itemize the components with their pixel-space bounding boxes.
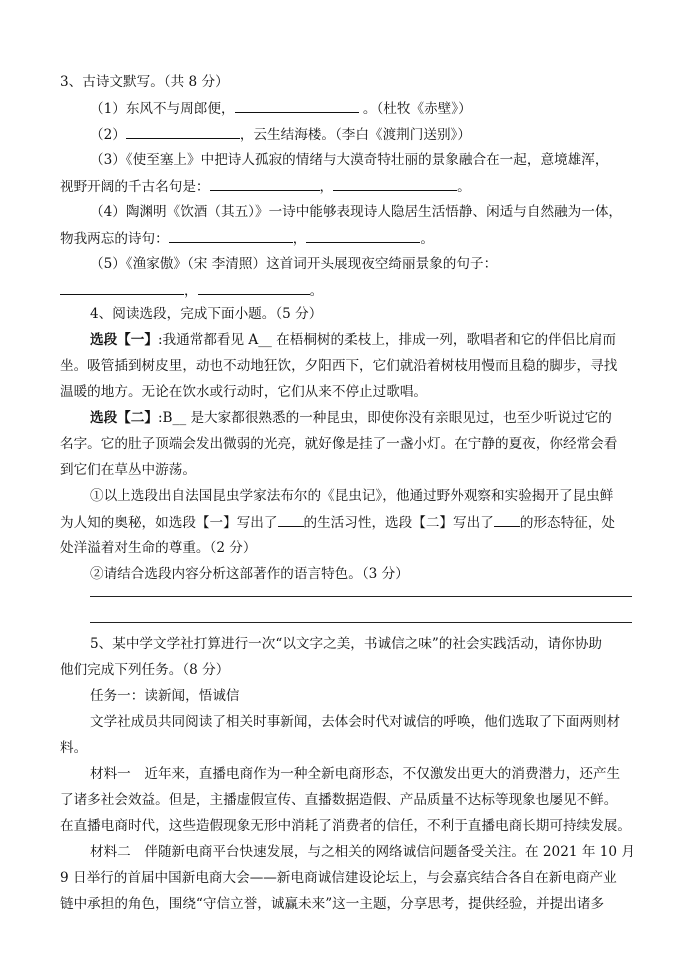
q4-passage-2-line-2: 名字。它的肚子顶端会发出微弱的光亮，就好像是挂了一盏小灯。在宁静的夏夜，你经常会看 xyxy=(60,436,618,452)
q4-blank-1[interactable] xyxy=(278,512,304,527)
q4-sub-1-part-b: 的生活习性，选段【二】写出了 xyxy=(303,515,494,531)
q4-passage-1-line-2: 坐。吸管插到树皮里，动也不动地狂饮，夕阳西下，它们就沿着树枝用慢而且稳的脚步，寻找 xyxy=(60,358,618,374)
q4-sub-1-line-2 xyxy=(60,512,615,533)
q4-passage-2-label: 选段【二】 xyxy=(90,410,158,426)
q3-blank-4a[interactable] xyxy=(169,228,293,243)
q5-material-1-line-3: 在直播电商时代，这些造假现象无形中消耗了消费者的信任，不利于直播电商长期可持续发展。 xyxy=(60,818,631,834)
answer-line-2[interactable] xyxy=(90,622,632,623)
q3-item-3-comma: ， xyxy=(319,179,334,195)
q3-item-4-line-2 xyxy=(60,228,434,249)
q3-blank-4b[interactable] xyxy=(306,228,420,243)
q4-passage-1-line-3: 温暖的地方。无论在饮水或行动时，它们从来不停止过歌唱。 xyxy=(60,384,428,400)
q5-material-1-line-1: 材料一 近年来，直播电商作为一种全新电商形态，不仅激发出更大的消费潜力，还产生 xyxy=(90,766,621,782)
q3-heading: 3、古诗文默写。（共 8 分） xyxy=(60,74,229,90)
q4-sub-1-line-1: ①以上选段出自法国昆虫学家法布尔的《昆虫记》，他通过野外观察和实验揭开了昆虫鲜 xyxy=(90,488,614,504)
q3-item-2 xyxy=(90,124,471,145)
answer-line-1[interactable] xyxy=(90,596,632,597)
q3-item-4-period: 。 xyxy=(420,231,434,247)
q4-sub-1-part-a: 为人知的奥秘，如选段【一】写出了 xyxy=(60,515,278,531)
q3-item-3-line-2 xyxy=(60,176,471,197)
q5-material-2-line-3: 链中承担的角色，围绕“守信立誉，诚赢未来”这一主题，分享思考，提供经验，并提出诸多 xyxy=(60,896,605,912)
q3-blank-1[interactable] xyxy=(235,98,359,113)
q5-intro-line-2: 料。 xyxy=(60,740,88,756)
q3-blank-3a[interactable] xyxy=(210,176,320,191)
q5-heading-line-1: 5、某中学文学社打算进行一次“以文字之美，书诚信之味”的社会实践活动，请你协助 xyxy=(90,636,602,652)
q4-heading: 4、阅读选段，完成下面小题。（5 分） xyxy=(90,306,323,322)
q3-blank-5a[interactable] xyxy=(60,280,184,295)
q3-blank-5b[interactable] xyxy=(198,280,310,295)
q4-sub-2: ②请结合选段内容分析这部著作的语言特色。（3 分） xyxy=(90,566,409,582)
q4-passage-1-text: :我通常都看见 A__ 在梧桐树的柔枝上，排成一列，歌唱者和它的伴侣比肩而 xyxy=(157,332,617,348)
q3-item-4-line-1: （4）陶渊明《饮酒（其五）》一诗中能够表现诗人隐居生活悟静、闲适与自然融为一体， xyxy=(90,204,623,220)
q3-item-3-line-1: （3）《使至塞上》中把诗人孤寂的情绪与大漠奇特壮丽的景象融合在一起，意境雄浑， xyxy=(90,152,609,168)
q3-blank-2[interactable] xyxy=(126,124,240,139)
q4-sub-1-line-3: 处洋溢着对生命的尊重。（2 分） xyxy=(60,540,257,556)
q3-item-5-comma: ， xyxy=(184,283,198,299)
q3-blank-3b[interactable] xyxy=(333,176,457,191)
q3-item-1 xyxy=(90,98,472,119)
q3-item-1-prefix: （1）东风不与周郎便， xyxy=(90,101,235,117)
q5-material-2-line-1: 材料二 伴随新电商平台快速发展，与之相关的网络诚信问题备受关注。在 2021 年 10 月 xyxy=(90,844,635,860)
q3-item-3-period: 。 xyxy=(457,179,471,195)
q5-intro-line-1: 文学社成员共同阅读了相关时事新闻，去体会时代对诚信的呼唤，他们选取了下面两则材 xyxy=(90,714,621,730)
q4-passage-2-text: :B__ 是大家都很熟悉的一种昆虫，即使你没有亲眼见过，也至少听说过它的 xyxy=(157,410,612,426)
q5-material-2-line-2: 9 日举行的首届中国新电商大会——新电商诚信建设论坛上，与会嘉宾结合各自在新电商产业 xyxy=(60,870,617,886)
q4-passage-2-line-1 xyxy=(90,408,612,428)
q5-heading-line-2: 他们完成下列任务。（8 分） xyxy=(60,662,230,678)
q3-item-5-line-1: （5）《渔家傲》（宋 李清照）这首词开头展现夜空绮丽景象的句子： xyxy=(90,256,498,272)
q3-item-2-suffix: ，云生结海楼。（李白《渡荆门送别》） xyxy=(239,127,471,143)
q3-item-5-period: 。 xyxy=(309,283,324,299)
q3-item-4-prefix: 物我两忘的诗句： xyxy=(60,231,169,247)
q3-item-2-prefix: （2） xyxy=(90,127,126,143)
q5-material-1-line-2: 了诸多社会效益。但是，主播虚假宣传、直播数据造假、产品质量不达标等现象也屡见不鲜。 xyxy=(60,792,618,808)
q3-item-1-suffix: 。（杜牧《赤壁》） xyxy=(358,101,472,117)
q4-passage-2-line-3: 到它们在草丛中游荡。 xyxy=(60,462,196,478)
q4-passage-1-line-1 xyxy=(90,330,616,350)
q5-task-1: 任务一：读新闻，悟诚信 xyxy=(90,688,240,704)
q3-item-5-line-2 xyxy=(60,280,323,301)
q4-blank-2[interactable] xyxy=(494,512,520,527)
q4-passage-1-label: 选段【一】 xyxy=(90,332,158,348)
q3-item-4-comma: ， xyxy=(292,231,307,247)
q3-item-3-prefix: 视野开阔的千古名句是： xyxy=(60,179,210,195)
q4-sub-1-part-c: 的形态特征，处 xyxy=(519,515,615,531)
